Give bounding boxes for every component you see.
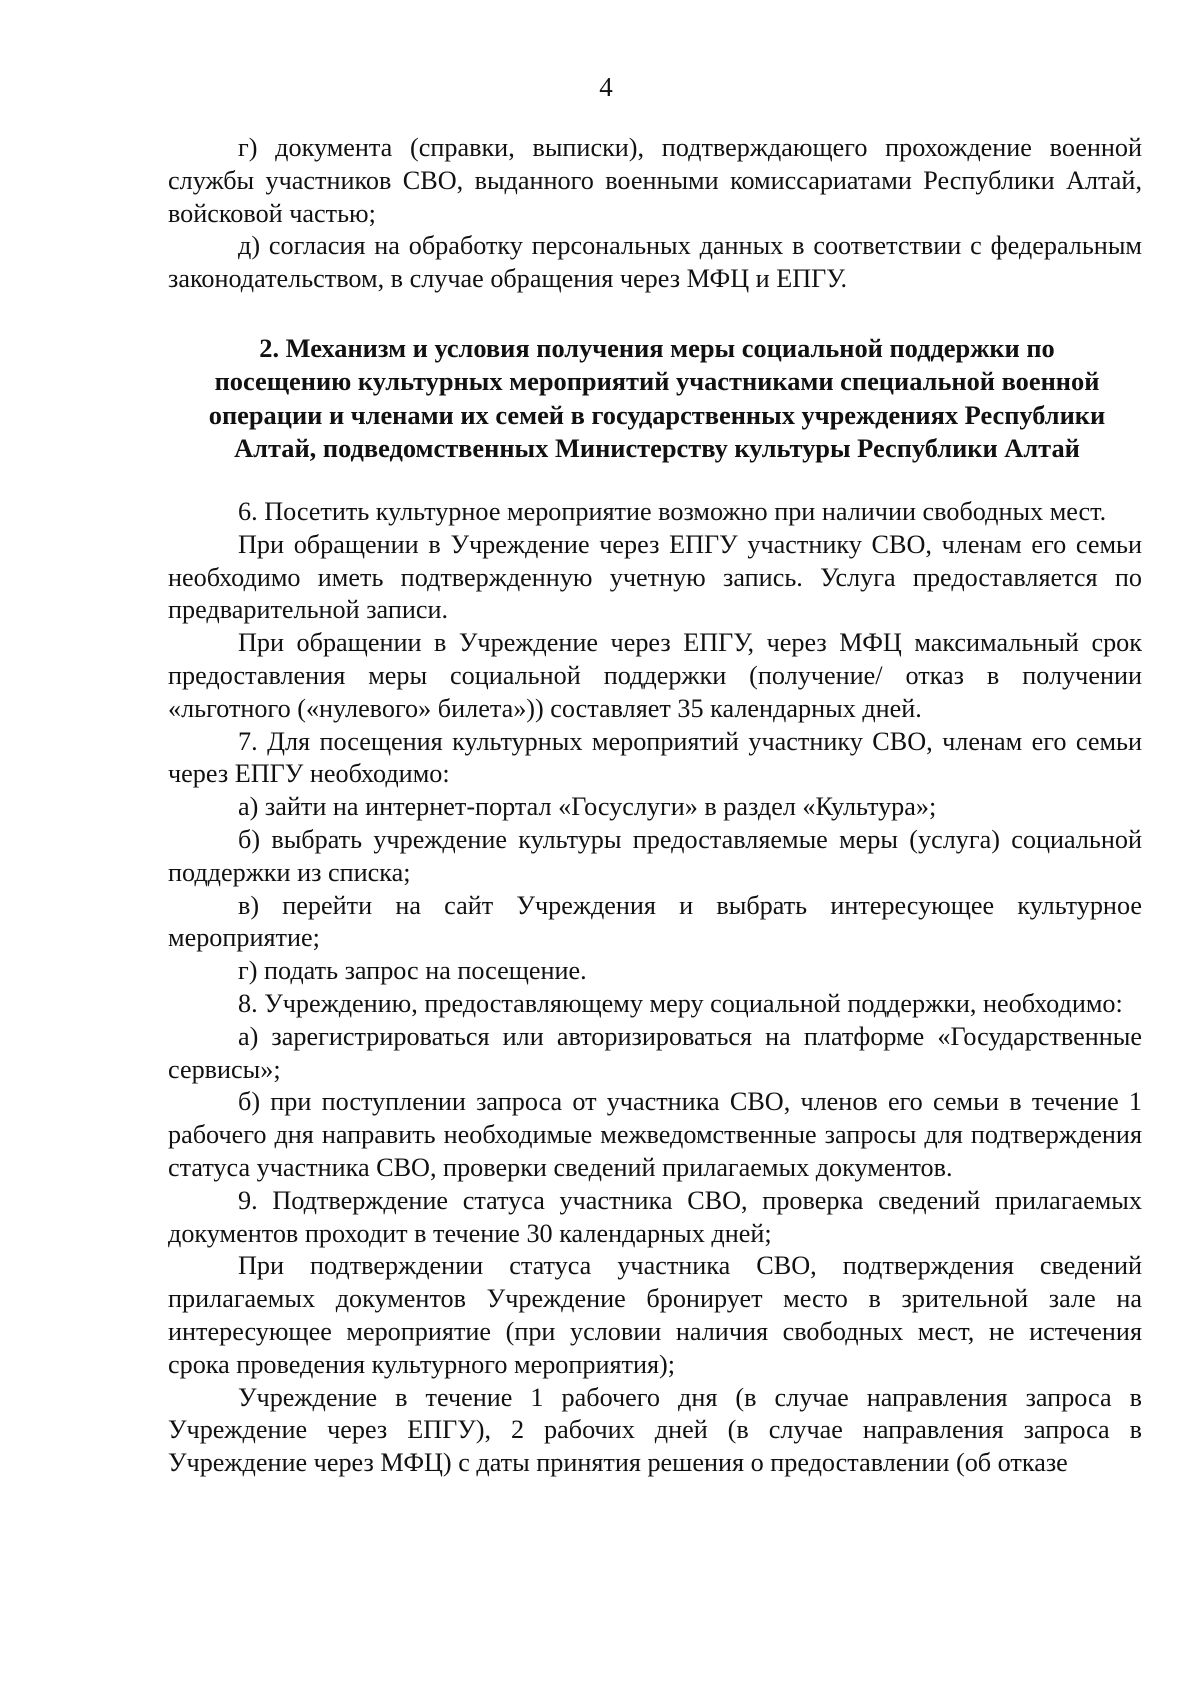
paragraph-7v: в) перейти на сайт Учреждения и выбрать интересующее культурное мероприятие; [168, 890, 1142, 953]
document-body [168, 132, 1142, 1480]
paragraph-7: 7. Для посещения культурных мероприятий участнику СВО, членам его семьи через ЕПГУ необходимо: [168, 726, 1142, 789]
paragraph-item-d-consent: д) согласия на обработку персональных данных в соответствии с федеральным законодательством, в случае обращения через МФЦ и ЕПГУ. [168, 231, 1142, 294]
section-heading-line: 2. Механизм и условия получения меры социальной поддержки по [259, 332, 1055, 363]
paragraph-8: 8. Учреждению, предоставляющему меру социальной поддержки, необходимо: [238, 988, 1123, 1018]
paragraph-epgu-account: При обращении в Учреждение через ЕПГУ участнику СВО, членам его семьи необходимо иметь подтвержденную учетную запись. Услуга предоставляется по предварительной записи. [168, 529, 1142, 625]
paragraph-7g: г) подать запрос на посещение. [238, 956, 587, 986]
paragraph-8b: б) при поступлении запроса от участника СВО, членов его семьи в течение 1 рабочего дня направить необходимые межведомственные запросы для подтверждения статуса участника СВО, проверки сведений прилагаемых документов. [168, 1087, 1142, 1182]
page-number: 4 [599, 72, 613, 102]
paragraph-7a: а) зайти на интернет-портал «Госуслуги» в раздел «Культура»; [238, 792, 937, 822]
section-heading [168, 332, 1142, 466]
paragraph-8a: а) зарегистрироваться или авторизироваться на платформе «Государственные сервисы»; [168, 1021, 1142, 1084]
paragraph-item-g-military-document: г) документа (справки, выписки), подтверждающего прохождение военной службы участников СВО, выданного военными комиссариатами Республики Алтай, войсковой частью; [168, 133, 1142, 228]
paragraph-max-term: При обращении в Учреждение через ЕПГУ, через МФЦ максимальный срок предоставления меры социальной поддержки (получение/ отказ в получении «льготного («нулевого» билета»)) составляет 35 календарных дней. [168, 628, 1142, 723]
paragraph-booking: При подтверждении статуса участника СВО, подтверждения сведений прилагаемых документов Учреждение бронирует место в зрительной зале на интересующее мероприятие (при условии наличия свободных мест, не истечения срока проведения культурного мероприятия); [168, 1251, 1142, 1379]
paragraph-9: 9. Подтверждение статуса участника СВО, проверка сведений прилагаемых документов проходит в течение 30 календарных дней; [168, 1185, 1142, 1248]
section-heading-line: посещению культурных мероприятий участниками специальной военной [214, 366, 1100, 397]
section-heading-line: операции и членами их семей в государственных учреждениях Республики [208, 399, 1106, 430]
paragraph-7b: б) выбрать учреждение культуры предоставляемые меры (услуга) социальной поддержки из списка; [168, 824, 1142, 887]
paragraph-6: 6. Посетить культурное мероприятие возможно при наличии свободных мест. [238, 496, 1107, 526]
section-heading-line: Алтай, подведомственных Министерству культуры Республики Алтай [234, 433, 1080, 464]
paragraph-decision-term: Учреждение в течение 1 рабочего дня (в случае направления запроса в Учреждение через ЕПГУ), 2 рабочих дней (в случае направления запроса в Учреждение через МФЦ) с даты принятия решения о предоставлении (об отказе [168, 1382, 1142, 1478]
